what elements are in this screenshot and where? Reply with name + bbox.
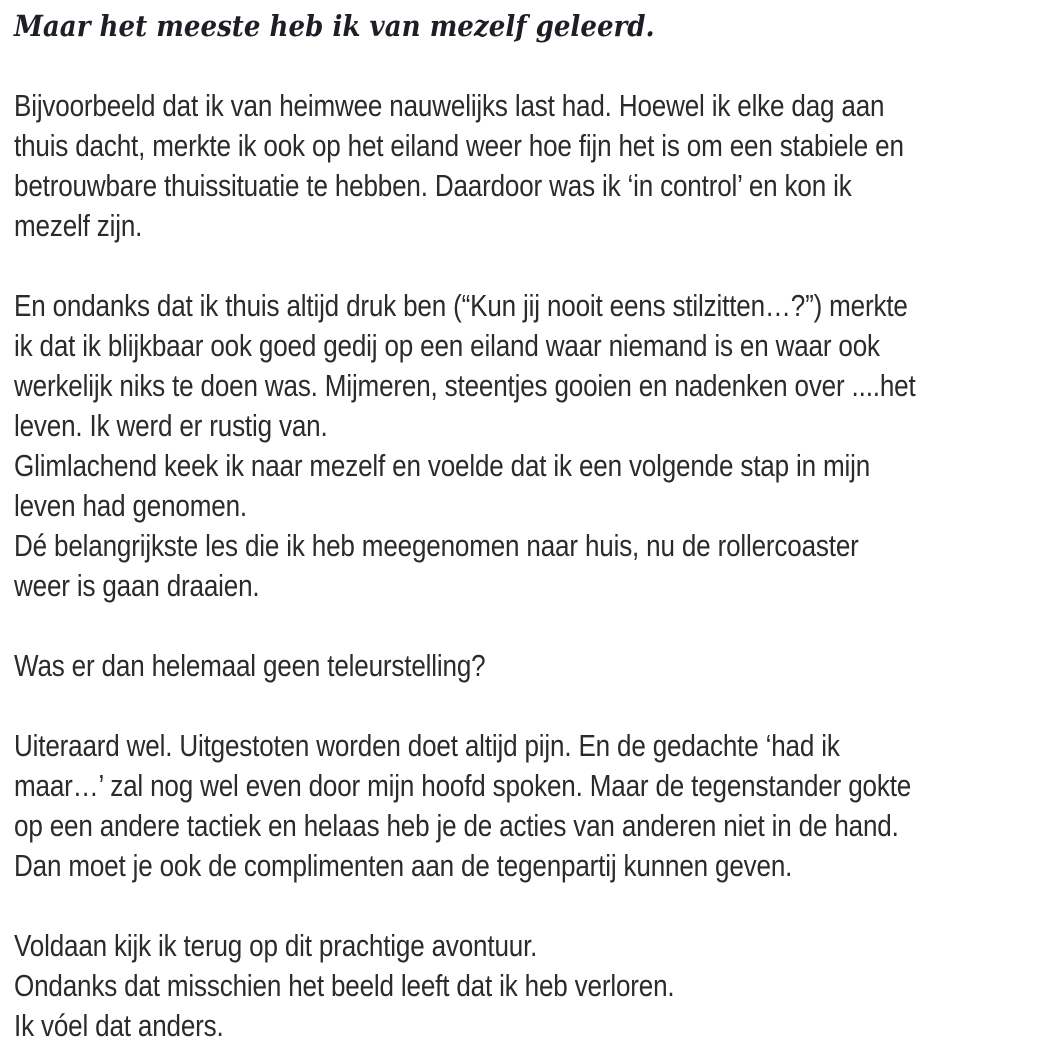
- paragraph: [14, 726, 1028, 886]
- text-line: Dan moet je ook de complimenten aan de tegenpartij kunnen geven.: [14, 848, 793, 883]
- text-line: ik dat ik blijkbaar ook goed gedij op een eiland waar niemand is en waar ook: [14, 328, 880, 363]
- text-line: Was er dan helemaal geen teleurstelling?: [14, 648, 486, 683]
- text-line: weer is gaan draaien.: [14, 568, 260, 603]
- text-line: Dé belangrijkste les die ik heb meegenomen naar huis, nu de rollercoaster: [14, 528, 859, 563]
- text-line: leven. Ik werd er rustig van.: [14, 408, 328, 443]
- text-line: En ondanks dat ik thuis altijd druk ben (“Kun jij nooit eens stilzitten…?”) merkte: [14, 288, 908, 323]
- paragraph: [14, 86, 1028, 246]
- text-line: Bijvoorbeeld dat ik van heimwee nauwelijks last had. Hoewel ik elke dag aan: [14, 88, 885, 123]
- text-line: Uiteraard wel. Uitgestoten worden doet altijd pijn. En de gedachte ‘had ik: [14, 728, 840, 763]
- paragraph: [14, 646, 1028, 686]
- text-line: op een andere tactiek en helaas heb je de acties van anderen niet in de hand.: [14, 808, 899, 843]
- text-line: werkelijk niks te doen was. Mijmeren, steentjes gooien en nadenken over ....het: [14, 368, 916, 403]
- text-line: mezelf zijn.: [14, 208, 143, 243]
- text-line: betrouwbare thuissituatie te hebben. Daardoor was ik ‘in control’ en kon ik: [14, 168, 852, 203]
- text-line: thuis dacht, merkte ik ook op het eiland weer hoe fijn het is om een stabiele en: [14, 128, 904, 163]
- text-line: Ondanks dat misschien het beeld leeft dat ik heb verloren.: [14, 968, 675, 1003]
- text-line: leven had genomen.: [14, 488, 247, 523]
- paragraph: [14, 286, 1028, 606]
- text-line: Voldaan kijk ik terug op dit prachtige avontuur.: [14, 928, 538, 963]
- article-heading: Maar het meeste heb ik van mezelf geleerd.: [14, 9, 655, 43]
- text-line: maar…’ zal nog wel even door mijn hoofd spoken. Maar de tegenstander gokte: [14, 768, 912, 803]
- text-line: Glimlachend keek ik naar mezelf en voelde dat ik een volgende stap in mijn: [14, 448, 871, 483]
- paragraph: [14, 926, 1028, 1046]
- text-line: Ik vóel dat anders.: [14, 1008, 224, 1043]
